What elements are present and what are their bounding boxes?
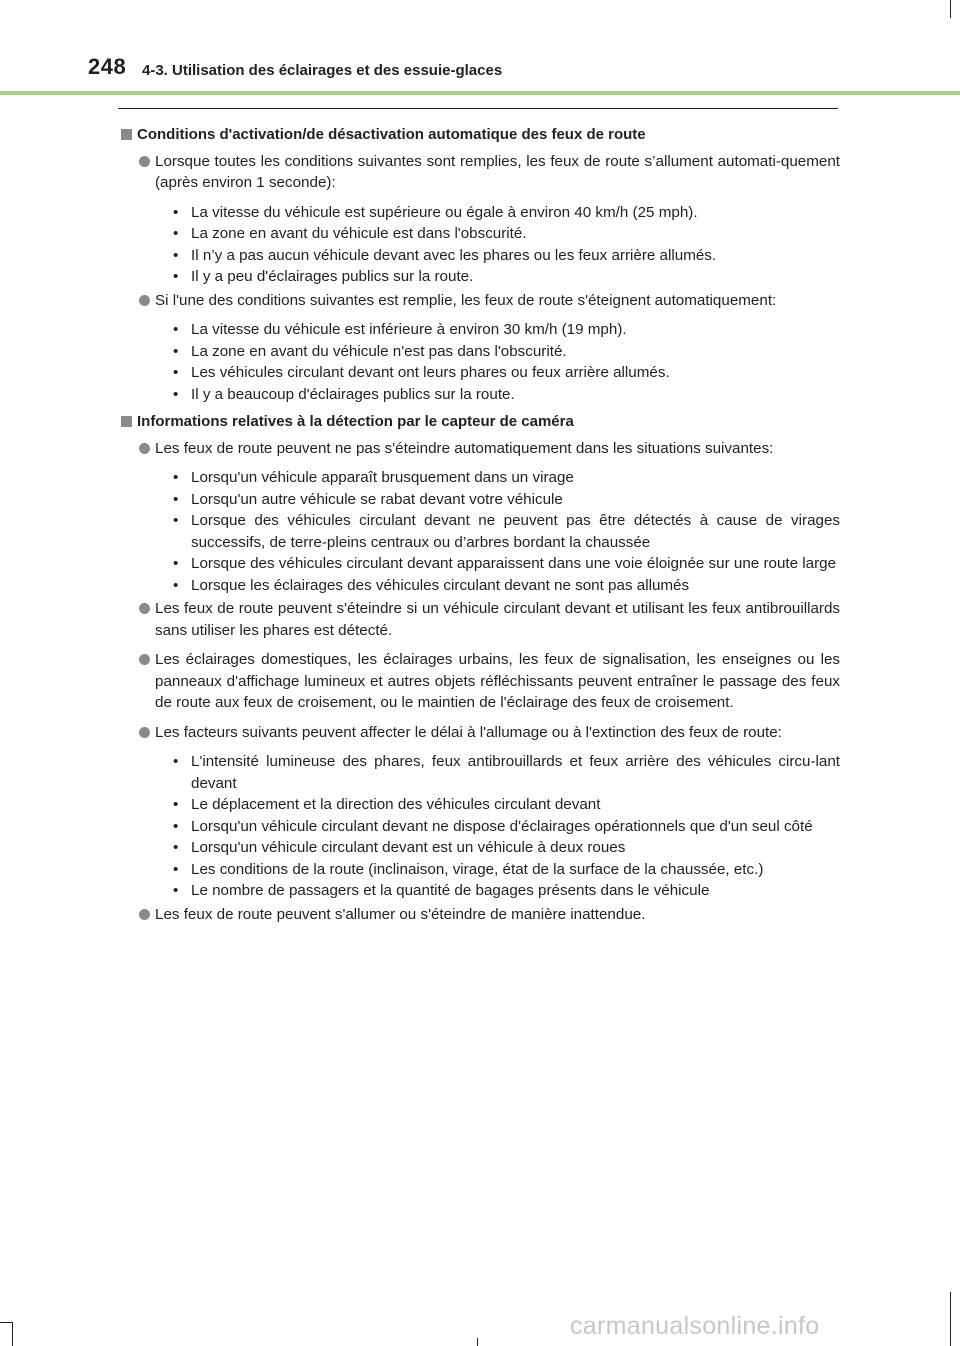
paragraph (118, 438, 840, 460)
list-item (173, 751, 840, 794)
list-item (173, 467, 840, 489)
bullet-icon: • (173, 225, 179, 242)
crop-mark (477, 1338, 478, 1346)
paragraph-text: Les facteurs suivants peuvent affecter le délai à l'allumage ou à l'extinction des feux de route: (155, 723, 782, 741)
bullet-icon: • (173, 321, 179, 338)
bullet-icon: • (173, 364, 179, 381)
list-item-text: Le nombre de passagers et la quantité de bagages présents dans le véhicule (191, 882, 710, 899)
circle-bullet-icon (139, 603, 150, 614)
circle-bullet-icon (139, 654, 150, 665)
crop-mark (0, 1322, 12, 1323)
list-item (173, 859, 840, 881)
bullet-icon: • (173, 796, 179, 813)
bullet-icon: • (173, 385, 179, 403)
paragraph (118, 598, 840, 641)
list-item-text: L'intensité lumineuse des phares, feux antibrouillards et feux arrière des véhicules circu-lant devant (191, 753, 840, 792)
paragraph-text: Les éclairages domestiques, les éclairages urbains, les feux de signalisation, les enseignes ou les panneaux d'affichage lumineux et autres objets réfléchissants peuvent entraîner le passage des feux de route aux feux de croisement, ou le maintien de l'éclairage des feux de croisement. (155, 651, 840, 711)
list-item (173, 575, 840, 597)
manual-content (118, 124, 840, 933)
bullet-icon: • (173, 882, 179, 899)
list-item-text: La vitesse du véhicule est inférieure à environ 30 km/h (19 mph). (191, 321, 627, 338)
list-item (173, 319, 840, 341)
list-item-text: La zone en avant du véhicule est dans l'obscurité. (191, 225, 527, 242)
header-rule (0, 91, 960, 95)
paragraph (118, 151, 840, 194)
list-item-text: Lorsque des véhicules circulant devant ne peuvent pas être détectés à cause de virages successifs, de terre-pleins centraux ou d’arbres bordant la chaussée (191, 512, 840, 551)
circle-bullet-icon (139, 727, 150, 738)
bullet-icon: • (173, 753, 179, 770)
bullet-icon: • (173, 246, 179, 264)
heading-text: Conditions d'activation/de désactivation automatique des feux de route (137, 126, 646, 143)
list-item (173, 202, 840, 224)
bullet-icon: • (173, 817, 179, 835)
list-item-text: La zone en avant du véhicule n'est pas dans l'obscurité. (191, 342, 567, 360)
paragraph (118, 290, 840, 312)
bullet-icon: • (173, 512, 179, 529)
list-item-text: Les conditions de la route (inclinaison, virage, état de la surface de la chaussée, etc.) (191, 860, 764, 878)
list-item-text: Le déplacement et la direction des véhicules circulant devant (191, 796, 601, 813)
bullet-icon: • (173, 839, 179, 856)
section (118, 124, 840, 405)
list-item-text: Les véhicules circulant devant ont leurs phares ou feux arrière allumés. (191, 364, 670, 381)
list-item (173, 489, 840, 511)
crop-mark (950, 1292, 951, 1346)
list-item (173, 223, 840, 245)
list-item (173, 794, 840, 816)
section-heading (118, 124, 840, 146)
list-item (173, 880, 840, 902)
paragraph (118, 649, 840, 714)
list-item-text: La vitesse du véhicule est supérieure ou égale à environ 40 km/h (25 mph). (191, 203, 698, 221)
bullet-icon: • (173, 576, 179, 594)
sub-list (118, 202, 840, 288)
list-item-text: Il y a peu d'éclairages publics sur la route. (191, 268, 474, 285)
list-item-text: Lorsque les éclairages des véhicules circulant devant ne sont pas allumés (191, 576, 690, 594)
circle-bullet-icon (139, 909, 150, 920)
sub-list (118, 467, 840, 596)
list-item (173, 341, 840, 363)
paragraph-text: Les feux de route peuvent s'éteindre si un véhicule circulant devant et utilisant les feux antibrouillards sans utiliser les phares est détecté. (155, 600, 840, 639)
sub-list (118, 319, 840, 405)
list-item (173, 384, 840, 406)
list-item-text: Lorsqu'un véhicule apparaît brusquement dans un virage (191, 469, 574, 486)
list-item (173, 362, 840, 384)
bullet-icon: • (173, 469, 179, 486)
list-item-text: Lorsqu'un véhicule circulant devant ne dispose d'éclairages opérationnels que d'un seul côté (191, 817, 813, 835)
section (118, 411, 840, 925)
list-item (173, 245, 840, 267)
bullet-icon: • (173, 555, 179, 572)
bullet-icon: • (173, 268, 179, 285)
list-item-text: Lorsqu'un autre véhicule se rabat devant votre véhicule (191, 490, 563, 508)
crop-mark (12, 1322, 13, 1346)
list-item-text: Lorsqu'un véhicule circulant devant est un véhicule à deux roues (191, 839, 626, 856)
square-marker-icon (121, 129, 132, 140)
watermark: carmanualsonline.info (570, 1312, 820, 1340)
list-item-text: Il y a beaucoup d'éclairages publics sur la route. (191, 385, 515, 403)
circle-bullet-icon (139, 443, 150, 454)
bullet-icon: • (173, 860, 179, 878)
list-item-text: Lorsque des véhicules circulant devant apparaissent dans une voie éloignée sur une route large (191, 555, 837, 572)
list-item (173, 510, 840, 553)
bullet-icon: • (173, 490, 179, 508)
paragraph (118, 722, 840, 744)
page-number: 248 (88, 54, 127, 79)
list-item (173, 266, 840, 288)
list-item-text: Il n’y a pas aucun véhicule devant avec les phares ou les feux arrière allumés. (191, 246, 717, 264)
paragraph (118, 904, 840, 926)
paragraph-text: Les feux de route peuvent ne pas s'éteindre automatiquement dans les situations suivantes: (155, 439, 774, 457)
crop-mark (950, 0, 951, 18)
paragraph-text: Si l'une des conditions suivantes est remplie, les feux de route s'éteignent automatiquement: (155, 291, 777, 309)
circle-bullet-icon (139, 156, 150, 167)
paragraph-text: Les feux de route peuvent s'allumer ou s'éteindre de manière inattendue. (155, 905, 646, 923)
sub-list (118, 751, 840, 902)
section-title: 4-3. Utilisation des éclairages et des essuie-glaces (142, 62, 503, 79)
thin-rule (118, 108, 838, 109)
section-heading (118, 411, 840, 433)
square-marker-icon (121, 416, 132, 427)
bullet-icon: • (173, 203, 179, 221)
bullet-icon: • (173, 342, 179, 360)
list-item (173, 553, 840, 575)
heading-text: Informations relatives à la détection par le capteur de caméra (137, 413, 574, 430)
list-item (173, 837, 840, 859)
circle-bullet-icon (139, 295, 150, 306)
list-item (173, 816, 840, 838)
paragraph-text: Lorsque toutes les conditions suivantes sont remplies, les feux de route s’allument automati-quement (après environ 1 seconde): (155, 152, 840, 191)
